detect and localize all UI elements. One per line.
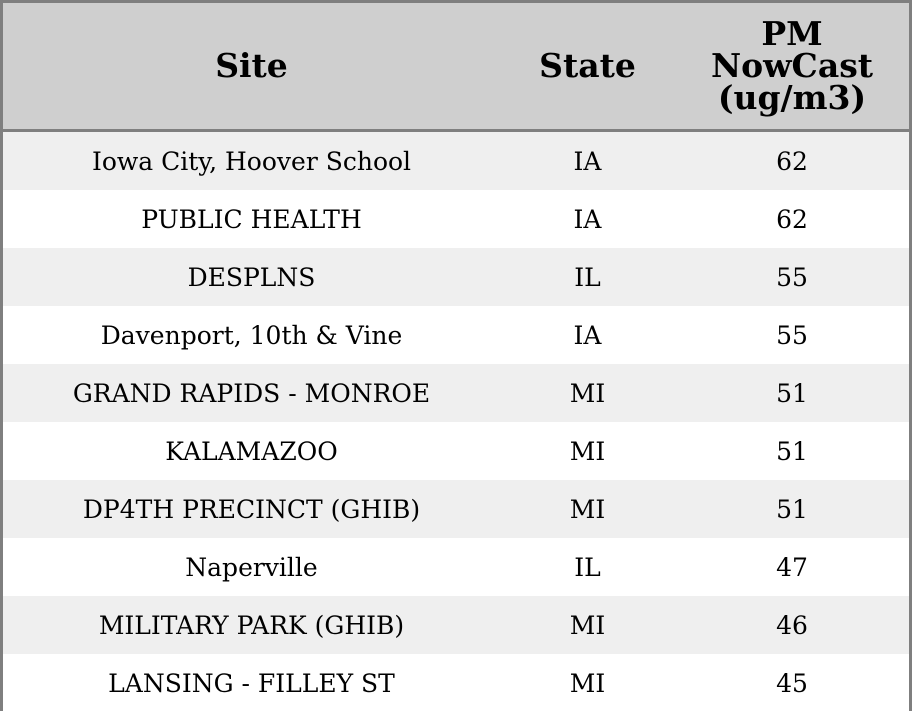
table-row bbox=[3, 654, 909, 712]
cell-state: MI bbox=[569, 668, 606, 698]
cell-state: MI bbox=[569, 436, 606, 466]
cell-pm-value: 51 bbox=[776, 378, 808, 408]
cell-site: LANSING - FILLEY ST bbox=[108, 668, 395, 698]
table-row bbox=[3, 480, 909, 538]
cell-pm-value: 62 bbox=[776, 204, 808, 234]
cell-site: Iowa City, Hoover School bbox=[91, 146, 412, 176]
cell-site: PUBLIC HEALTH bbox=[141, 204, 362, 234]
cell-pm-value: 55 bbox=[776, 262, 808, 292]
table-row bbox=[3, 190, 909, 248]
cell-site: Davenport, 10th & Vine bbox=[100, 320, 403, 350]
table-body bbox=[3, 132, 909, 711]
cell-site: Naperville bbox=[185, 552, 318, 582]
table-row bbox=[3, 306, 909, 364]
cell-state: IA bbox=[573, 146, 602, 176]
cell-state: IA bbox=[573, 320, 602, 350]
cell-site: KALAMAZOO bbox=[165, 436, 338, 466]
cell-state: IL bbox=[574, 552, 601, 582]
cell-site: MILITARY PARK (GHIB) bbox=[98, 610, 405, 640]
table-row bbox=[3, 132, 909, 190]
cell-state: IA bbox=[573, 204, 602, 234]
table-row bbox=[3, 422, 909, 480]
cell-state: MI bbox=[569, 378, 606, 408]
cell-pm-value: 55 bbox=[776, 320, 808, 350]
cell-site: GRAND RAPIDS - MONROE bbox=[72, 378, 431, 408]
table-header-row bbox=[3, 3, 909, 132]
cell-state: MI bbox=[569, 610, 606, 640]
cell-state: IL bbox=[574, 262, 601, 292]
cell-pm-value: 51 bbox=[776, 494, 808, 524]
cell-state: MI bbox=[569, 494, 606, 524]
column-header-state: State bbox=[539, 46, 636, 85]
cell-pm-value: 45 bbox=[776, 668, 808, 698]
cell-pm-value: 62 bbox=[776, 146, 808, 176]
column-header-site: Site bbox=[215, 46, 288, 85]
table-row bbox=[3, 364, 909, 422]
cell-pm-value: 46 bbox=[776, 610, 808, 640]
cell-pm-value: 47 bbox=[776, 552, 808, 582]
cell-site: DP4TH PRECINCT (GHIB) bbox=[82, 494, 421, 524]
cell-site: DESPLNS bbox=[187, 262, 316, 292]
table-row bbox=[3, 596, 909, 654]
table-row bbox=[3, 538, 909, 596]
column-header-pm-nowcast: PM NowCast (ug/m3) bbox=[710, 14, 874, 117]
cell-pm-value: 51 bbox=[776, 436, 808, 466]
table-row bbox=[3, 248, 909, 306]
